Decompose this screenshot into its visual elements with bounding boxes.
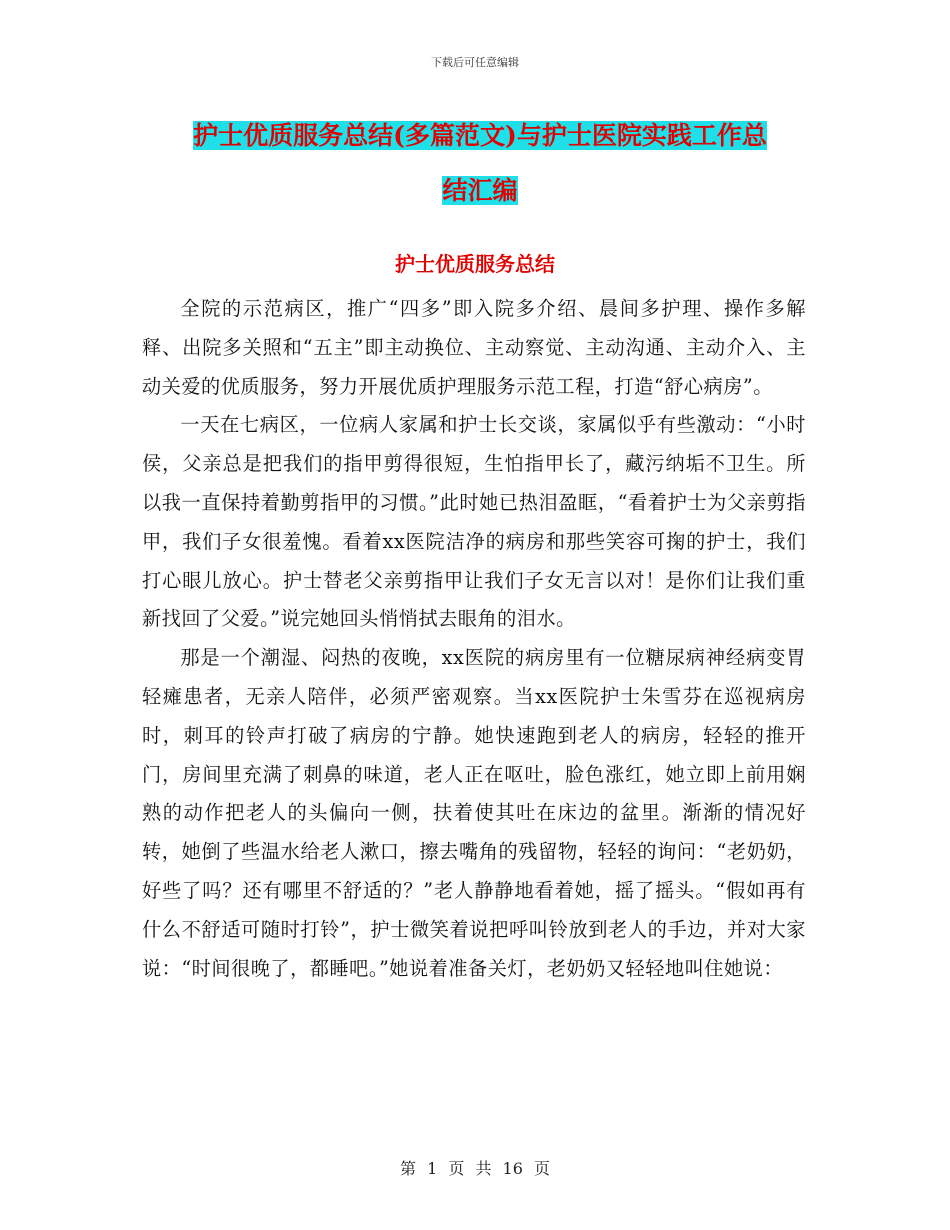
page-number: 第 1 页 共 16 页	[400, 1159, 550, 1178]
section-title: 护士优质服务总结	[395, 252, 555, 276]
document-title-line-2: 结汇编	[442, 176, 518, 205]
header-note: 下载后可任意编辑	[431, 56, 519, 69]
paragraph-2: 一天在七病区，一位病人家属和护士长交谈，家属似乎有些激动：“小时侯，父亲总是把我们的指甲剪得很短，生怕指甲长了，藏污纳垢不卫生。所以我一直保持着勤剪指甲的习惯。”此时她已热泪盈眶，“看着护士为父亲剪指甲，我们子女很羞愧。看着xx医院洁净的病房和那些笑容可掬的护士，我们打心眼儿放心。护士替老父亲剪指甲让我们子女无言以对！是你们让我们重新找回了父爱。”说完她回头悄悄拭去眼角的泪水。	[142, 413, 806, 631]
document-title	[150, 108, 810, 218]
paragraph-3: 那是一个潮湿、闷热的夜晚，xx医院的病房里有一位糖尿病神经病变胃轻瘫患者，无亲人陪伴，必须严密观察。当xx医院护士朱雪芬在巡视病房时，刺耳的铃声打破了病房的宁静。她快速跑到老人的病房，轻轻的推开门，房间里充满了刺鼻的味道，老人正在呕吐，脸色涨红，她立即上前用娴熟的动作把老人的头偏向一侧，扶着使其吐在床边的盆里。渐渐的情况好转，她倒了些温水给老人漱口，擦去嘴角的残留物，轻轻的询问：“老奶奶，好些了吗？还有哪里不舒适的？”老人静静地看着她，摇了摇头。“假如再有什么不舒适可随时打铃”，护士微笑着说把呼叫铃放到老人的手边，并对大家说：“时间很晚了，都睡吧。”她说着准备关灯，老奶奶又轻轻地叫住她说：	[142, 646, 806, 980]
document-title-line-1: 护士优质服务总结(多篇范文)与护士医院实践工作总	[193, 121, 767, 150]
paragraph-1: 全院的示范病区，推广“四多”即入院多介绍、晨间多护理、操作多解释、出院多关照和“五主”即主动换位、主动察觉、主动沟通、主动介入、主动关爱的优质服务，努力开展优质护理服务示范工程，打造“舒心病房”。	[142, 297, 806, 398]
body-text	[142, 290, 806, 988]
